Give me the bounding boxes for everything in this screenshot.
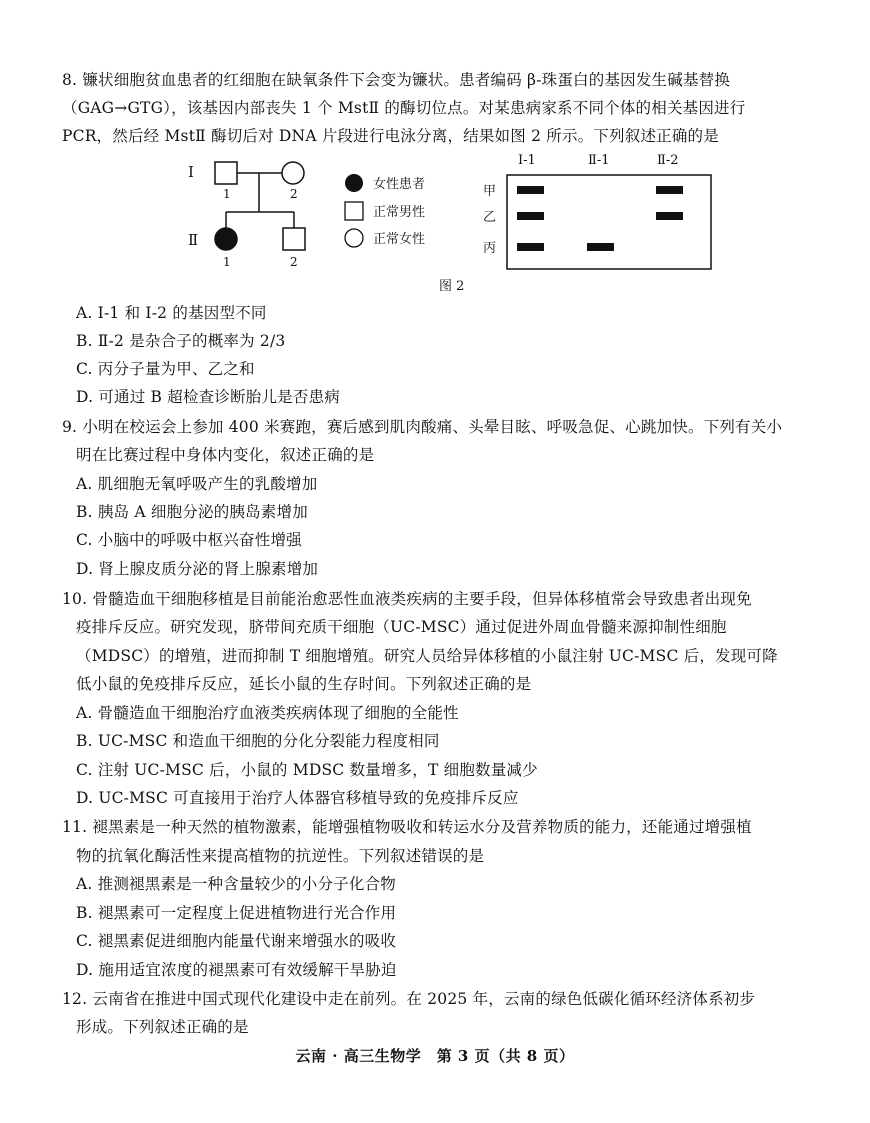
q10-option-c: C. 注射 UC-MSC 后，小鼠的 MDSC 数量增多，T 细胞数量减少 (76, 761, 538, 779)
band-II-2-jia (656, 186, 683, 194)
band-I-1-jia (517, 186, 544, 194)
band-I-1-yi (517, 212, 544, 220)
q12-stem-line2: 形成。下列叙述正确的是 (76, 1018, 249, 1036)
q9-option-d: D. 肾上腺皮质分泌的肾上腺素增加 (76, 560, 319, 578)
q11-option-a: A. 推测褪黑素是一种含量较少的小分子化合物 (76, 875, 396, 893)
q10-option-d: D. UC-MSC 可直接用于治疗人体器官移植导致的免疫排斥反应 (76, 789, 519, 807)
q8-option-b: B. Ⅱ-2 是杂合子的概率为 2/3 (76, 332, 286, 350)
q8-stem-line2: （GAG→GTG），该基因内部丧失 1 个 MstⅡ 的酶切位点。对某患病家系不同个体的相关基因进行 (62, 99, 746, 117)
legend-normal-female-label: 正常女性 (373, 232, 426, 247)
q8-stem-line1: 8. 镰状细胞贫血患者的红细胞在缺氧条件下会变为镰状。患者编码 β-珠蛋白的基因发生碱基替换 (62, 71, 731, 89)
q11-stem-line2: 物的抗氧化酶活性来提高植物的抗逆性。下列叙述错误的是 (76, 847, 485, 865)
legend-female-patient-symbol (345, 174, 363, 192)
q11-option-c: C. 褪黑素促进细胞内能量代谢来增强水的吸收 (76, 932, 397, 950)
generation-2-label: Ⅱ (188, 231, 199, 249)
q9-option-a: A. 肌细胞无氧呼吸产生的乳酸增加 (76, 475, 318, 493)
figure-caption: 图 2 (439, 279, 465, 294)
q10-stem-line3: （MDSC）的增殖，进而抑制 T 细胞增殖。研究人员给异体移植的小鼠注射 UC-MSC 后，发现可降 (76, 647, 778, 665)
q10-option-b: B. UC-MSC 和造血干细胞的分化分裂能力程度相同 (76, 732, 440, 750)
q8-option-a: A. Ⅰ-1 和 Ⅰ-2 的基因型不同 (76, 304, 267, 322)
individual-I-2-number: 2 (290, 187, 298, 201)
band-row-label-yi: 乙 (483, 210, 497, 225)
q11-option-b: B. 褪黑素可一定程度上促进植物进行光合作用 (76, 904, 397, 922)
q8-option-d: D. 可通过 B 超检查诊断胎儿是否患病 (76, 388, 340, 406)
q10-stem-line1: 10. 骨髓造血干细胞移植是目前能治愈恶性血液类疾病的主要手段，但异体移植常会导致患者出现免 (62, 590, 752, 608)
legend-normal-male-symbol (345, 202, 363, 220)
individual-I-2 (282, 162, 304, 184)
generation-1-label: Ⅰ (188, 163, 194, 181)
q9-stem-line1: 9. 小明在校运会上参加 400 米赛跑，赛后感到肌肉酸痛、头晕目眩、呼吸急促、心跳加快。下列有关小 (62, 418, 783, 436)
page-footer: 云南 · 高三生物学 第 3 页（共 8 页） (295, 1047, 575, 1065)
band-II-2-yi (656, 212, 683, 220)
individual-I-1-number: 1 (223, 187, 231, 201)
q10-stem-line4: 低小鼠的免疫排斥反应，延长小鼠的生存时间。下列叙述正确的是 (76, 675, 532, 693)
q12-stem-line1: 12. 云南省在推进中国式现代化建设中走在前列。在 2025 年，云南的绿色低碳化循环经济体系初步 (62, 990, 756, 1008)
q11-stem-line1: 11. 褪黑素是一种天然的植物激素，能增强植物吸收和转运水分及营养物质的能力，还能通过增强植 (62, 818, 752, 836)
legend-normal-female-symbol (345, 229, 363, 247)
q11-option-d: D. 施用适宜浓度的褪黑素可有效缓解干旱胁迫 (76, 961, 397, 979)
band-II-1-bing (587, 243, 614, 251)
individual-II-2 (283, 228, 305, 250)
individual-II-2-number: 2 (290, 255, 298, 269)
q9-option-c: C. 小脑中的呼吸中枢兴奋性增强 (76, 531, 302, 549)
band-row-label-jia: 甲 (483, 184, 497, 199)
individual-II-1-number: 1 (223, 255, 231, 269)
lane-label-I-1: Ⅰ-1 (518, 153, 536, 168)
individual-I-1 (215, 162, 237, 184)
q10-stem-line2: 疫排斥反应。研究发现，脐带间充质干细胞（UC-MSC）通过促进外周血骨髓来源抑制性细胞 (76, 618, 727, 636)
lane-label-II-1: Ⅱ-1 (588, 153, 610, 168)
legend-normal-male-label: 正常男性 (373, 205, 426, 220)
q9-stem-line2: 明在比赛过程中身体内变化，叙述正确的是 (76, 446, 375, 464)
individual-II-1 (215, 228, 237, 250)
q8-stem-line3: PCR，然后经 MstⅡ 酶切后对 DNA 片段进行电泳分离，结果如图 2 所示。下列叙述正确的是 (62, 127, 719, 145)
legend-female-patient-label: 女性患者 (373, 177, 426, 192)
band-row-label-bing: 丙 (483, 241, 497, 256)
q9-option-b: B. 胰岛 A 细胞分泌的胰岛素增加 (76, 503, 308, 521)
q8-option-c: C. 丙分子量为甲、乙之和 (76, 360, 255, 378)
q10-option-a: A. 骨髓造血干细胞治疗血液类疾病体现了细胞的全能性 (76, 704, 459, 722)
lane-label-II-2: Ⅱ-2 (657, 153, 679, 168)
band-I-1-bing (517, 243, 544, 251)
figure-2 (180, 150, 720, 300)
